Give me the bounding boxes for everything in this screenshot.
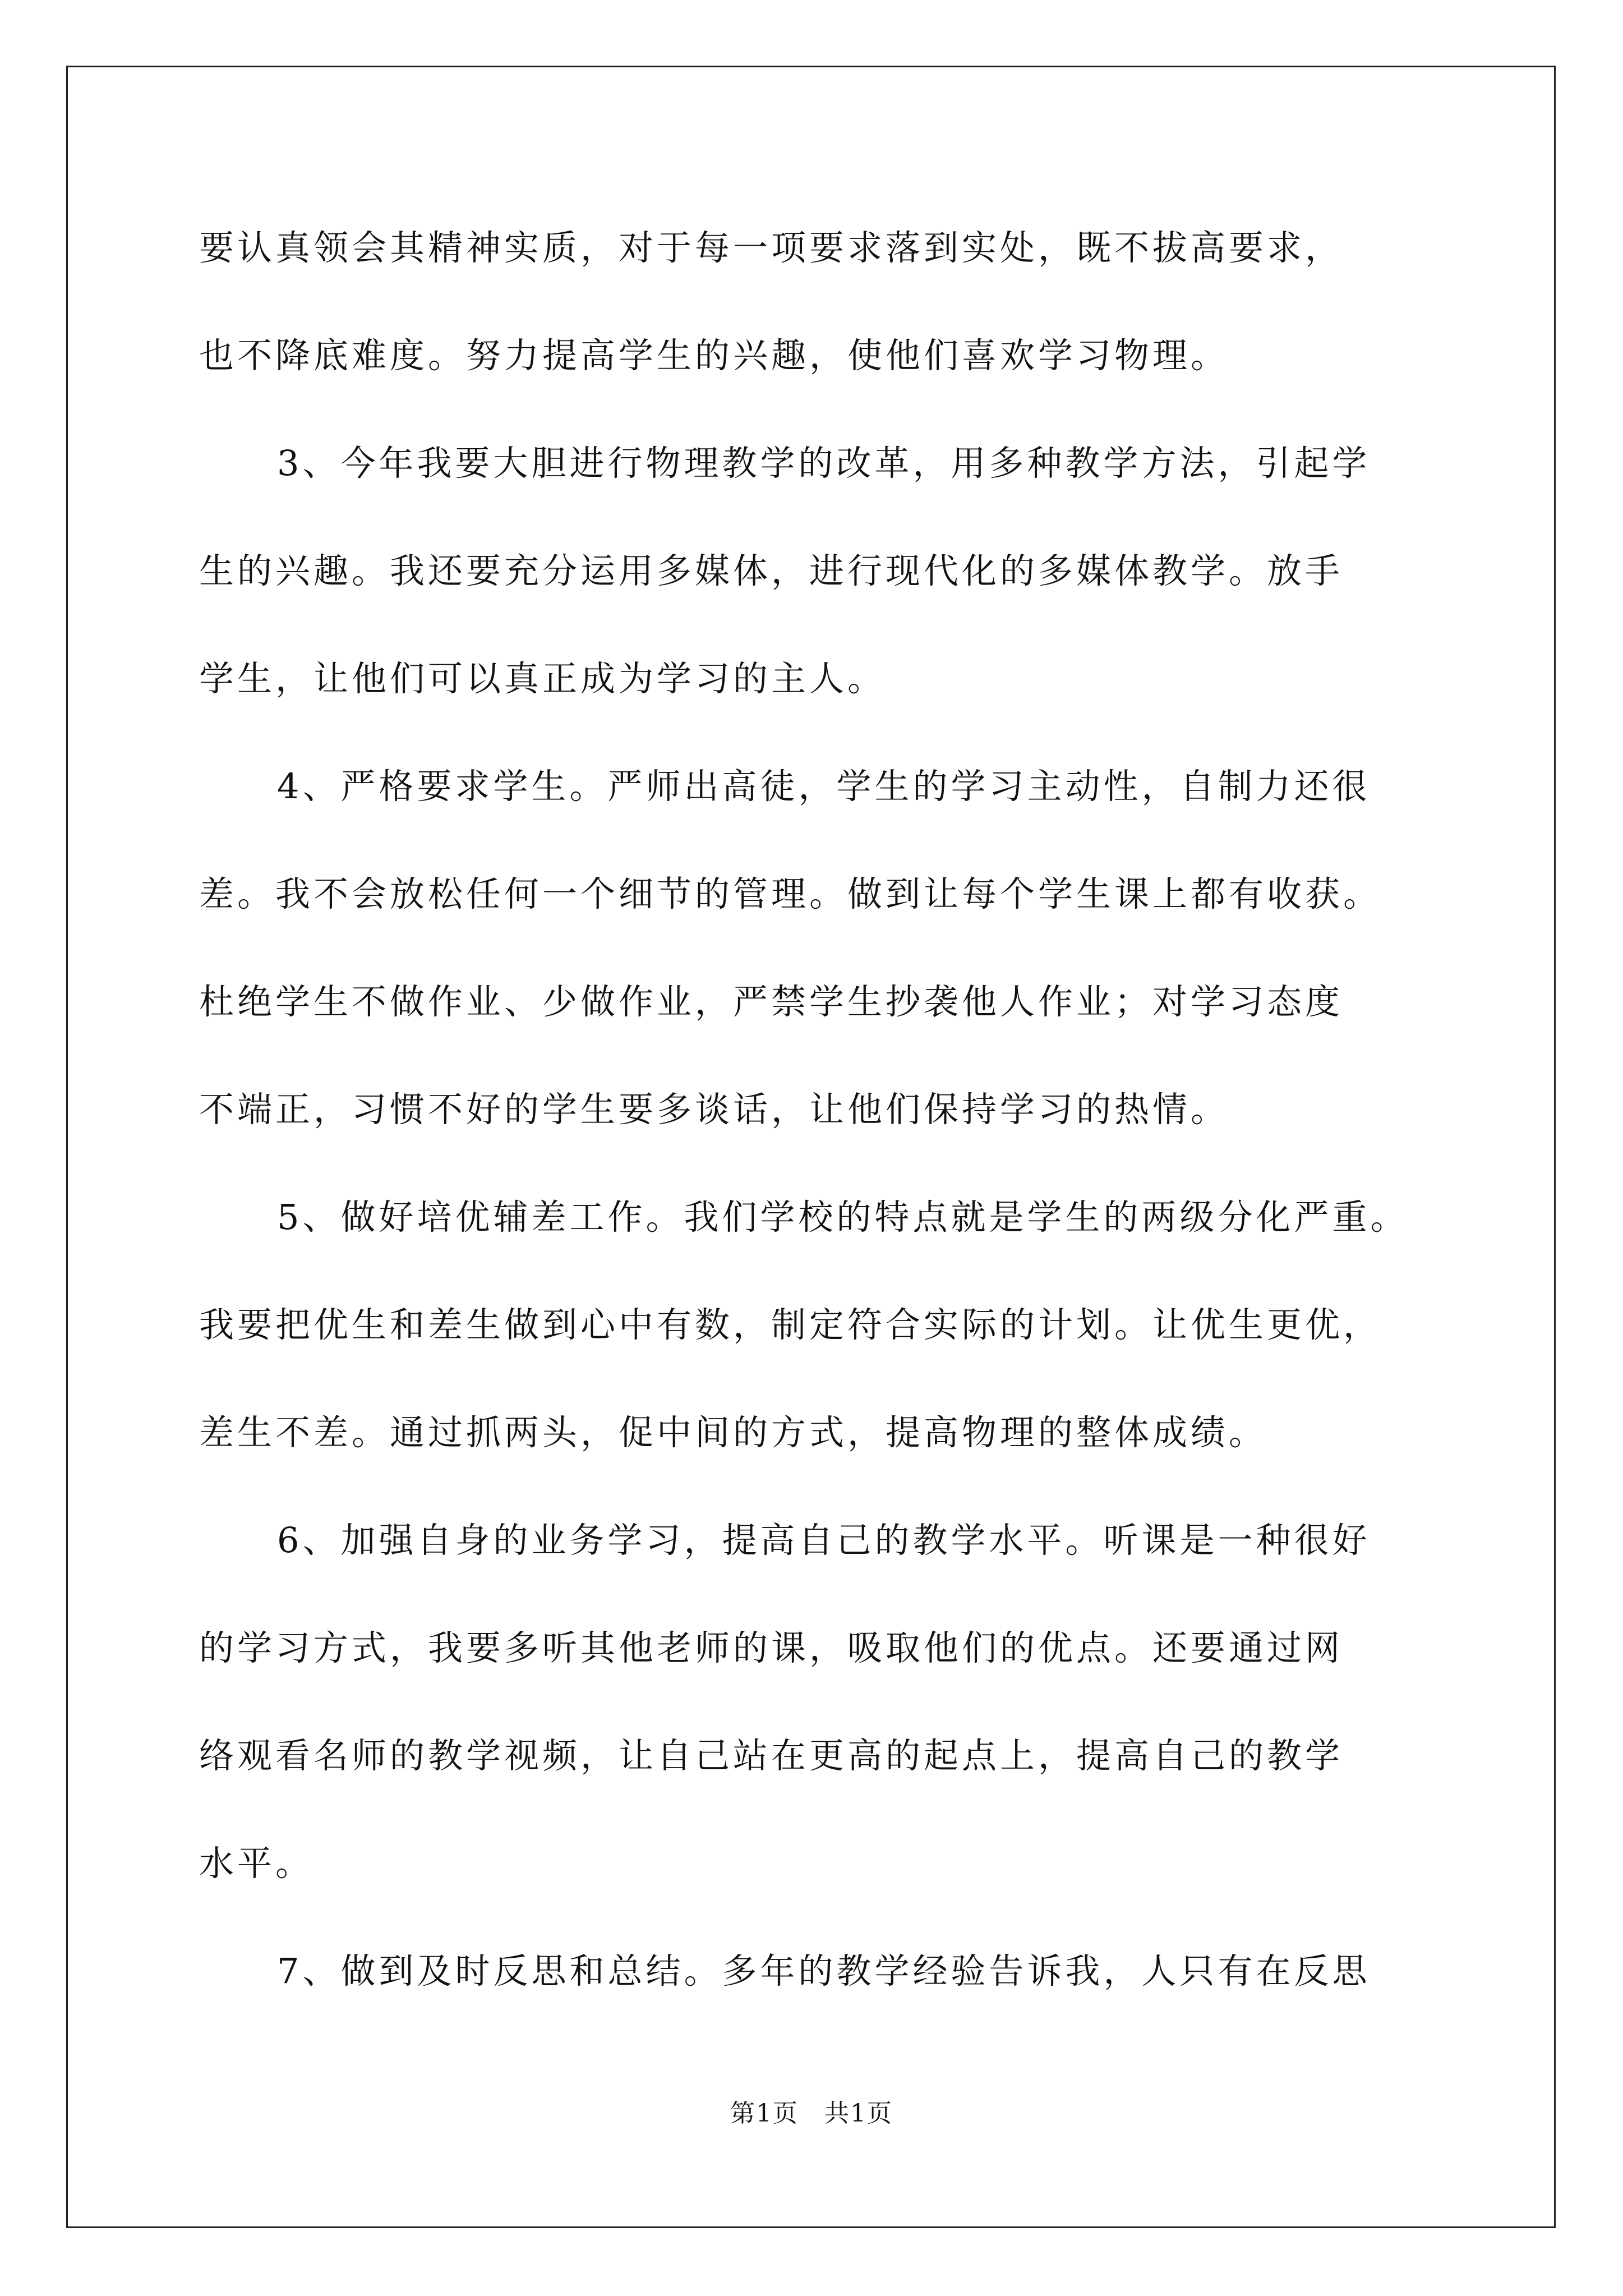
text-line: 水平。 — [199, 1843, 314, 1884]
paragraph-3-start: 3、今年我要大胆进行物理教学的改革，用多种教学方法，引起学 — [277, 443, 1371, 484]
text-line: 的学习方式，我要多听其他老师的课，吸取他们的优点。还要通过网 — [199, 1627, 1344, 1668]
text-line: 要认真领会其精神实质，对于每一项要求落到实处，既不拔高要求， — [199, 227, 1344, 268]
text-line: 差。我不会放松任何一个细节的管理。做到让每个学生课上都有收获。 — [199, 873, 1382, 914]
text-line: 络观看名师的教学视频，让自己站在更高的起点上，提高自己的教学 — [199, 1735, 1344, 1776]
paragraph-4-start: 4、严格要求学生。严师出高徒，学生的学习主动性，自制力还很 — [277, 766, 1371, 807]
text-line: 不端正，习惯不好的学生要多谈话，让他们保持学习的热情。 — [199, 1089, 1229, 1130]
paragraph-6-start: 6、加强自身的业务学习，提高自己的教学水平。听课是一种很好 — [277, 1520, 1371, 1561]
page-border — [66, 66, 1556, 2228]
text-line: 生的兴趣。我还要充分运用多媒体，进行现代化的多媒体教学。放手 — [199, 550, 1344, 591]
text-line: 也不降底难度。努力提高学生的兴趣，使他们喜欢学习物理。 — [199, 335, 1229, 376]
text-line: 我要把优生和差生做到心中有数，制定符合实际的计划。让优生更优， — [199, 1304, 1382, 1345]
text-line: 学生，让他们可以真正成为学习的主人。 — [199, 658, 886, 699]
paragraph-5-start: 5、做好培优辅差工作。我们学校的特点就是学生的两级分化严重。 — [277, 1197, 1409, 1237]
text-line: 杜绝学生不做作业、少做作业，严禁学生抄袭他人作业；对学习态度 — [199, 981, 1344, 1022]
text-line: 差生不差。通过抓两头，促中间的方式，提高物理的整体成绩。 — [199, 1412, 1267, 1453]
paragraph-7-start: 7、做到及时反思和总结。多年的教学经验告诉我，人只有在反思 — [277, 1950, 1371, 1991]
page-footer: 第1页 共1页 — [730, 2099, 893, 2128]
